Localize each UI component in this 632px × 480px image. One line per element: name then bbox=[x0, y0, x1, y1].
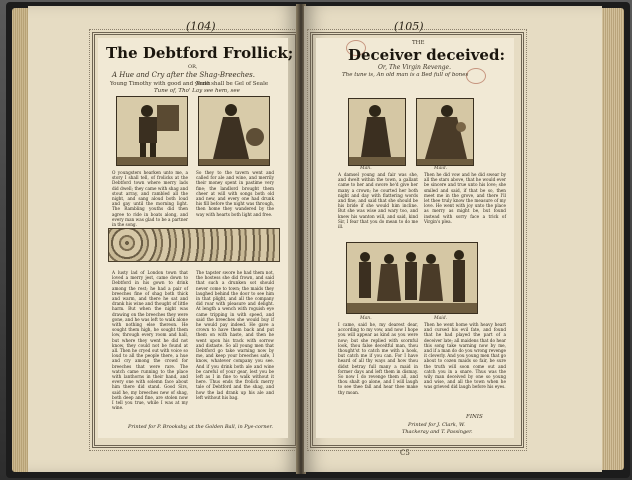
right-imprint-line-2: Thackeray and T. Passinger. bbox=[402, 429, 473, 435]
speaker-label-man: Man. bbox=[360, 166, 372, 171]
left-verse-column-4: The tapster swore he had them not, the hostess she did frown, and said that such a drunken sot should never come to town; the maids they laughed behind the door to see him in that plight, and all the company did roar with pleasure and delight. At length a wench with roguish eye came tripping in with speed, and said the breeches she would buy if he would pay indeed. He gave a crown to have them back and put them on with haste, and then he went upon his track with sorrow and distaste. So all young men that Debtford go take warning now by me, and keep your breeches safe, I know, whatever company you see. And if you drink both ale and wine be careful of your gear, lest you be left as I in fine to walk without it here. Thus ends the frolick merry tale of Debtford and the shag, and how the lad drank up his ale and left without his bag. bbox=[196, 270, 274, 400]
left-subtitle: A Hue and Cry after the Shag-Breeches. bbox=[112, 71, 255, 79]
finis-mark: FINIS bbox=[466, 414, 483, 420]
right-verse-column-3: I came, said he, my dearest dear, according to my vow, and now I hope you will appear as kind as you were now; but she replied with scornful look, thou false deceitful man, thou thought'st to catch me with a hook, but catch me if you can. For I have heard of all thy ways and how thou didst betray full many a maid in former days and left them in dismay. So now I do revenge them all, and thou shalt go alone, and I will laugh to see thee fall and hear thee make thy moan. bbox=[338, 322, 418, 395]
left-or-line: OR, bbox=[188, 64, 198, 70]
right-page-edges bbox=[602, 8, 624, 470]
left-verse-column-2: So they to the tavern went and called for ale and wine, and merrily their money spent in pastime very fine; the landlord brought them cheer at will with songs both old and new, and every one had drunk his fill before the night was through, then home they wandered by the way with hearts both light and free. bbox=[196, 170, 274, 217]
folio-signature-mark: C5 bbox=[400, 449, 410, 457]
left-intro-line-1: Young Timothy with good and youth bbox=[110, 81, 211, 87]
woodcut-group-scene bbox=[346, 242, 478, 314]
left-intro-line-2: Tone shall be Gel of Seale bbox=[196, 81, 269, 87]
left-page bbox=[28, 6, 298, 472]
left-page-number: (104) bbox=[186, 20, 216, 33]
speaker-label-maid-2: Maid. bbox=[434, 316, 448, 321]
right-broadside bbox=[316, 38, 514, 438]
left-imprint: Printed for P. Brooksby, at the Golden Ball, in Pye-corner. bbox=[128, 424, 273, 430]
woodcut-lady-gown bbox=[416, 98, 474, 166]
left-verse-column-1: O youngsters hearken unto me, a story I shall tell, of frolicks at the Debtford town where merry lads did dwell; they came with shag and stout array, and rambled all the night, and sang aloud both loud and gay until the morning light. The Rambling youths did then agree to ride in boats along, and every man was glad to be a partner in the song. bbox=[112, 170, 188, 228]
speaker-label-man-2: Man. bbox=[360, 316, 372, 321]
right-imprint-line-1: Printed for J. Clark, W. bbox=[408, 422, 465, 428]
woodcut-man-cloak bbox=[348, 98, 406, 166]
left-broadside bbox=[98, 38, 294, 438]
right-verse-column-2: Then he did vow and he did swear by all the stars above, that he would ever be sincere and true unto his love; she smiled and said, if that be so, then meet me in the grove, and there I'll let thee truly know the measure of my love. He went with joy unto the place as merry as might be, but found instead with sorry face a trick of Virgin's plea. bbox=[424, 172, 506, 224]
ornamental-woodcut-band bbox=[108, 228, 280, 262]
right-tune-line: The tune is, An old man is a Bed full of bones bbox=[342, 72, 469, 78]
woodcut-man-figure bbox=[116, 96, 188, 166]
left-tune-line: Tune of, Tho' Lay see hem, see bbox=[154, 88, 240, 94]
right-verse-column-4: Then he went home with heavy heart and cursed his evil fate, and found that he had played the part of a deceiver late; all maidens that do hear this song take warning now by me, and if a man do do you wrong revenge it cleverly. And you young men that go about to cozen maids so fair, be sure the truth will soon come out and catch you in a snare. Thus was the wily man deceived by one so young and wise, and all the town when he was grieved did laugh before his eyes. bbox=[424, 322, 506, 390]
woodcut-woman-figure bbox=[198, 96, 270, 166]
speaker-label-maid: Maid. bbox=[434, 166, 448, 171]
right-the-line: THE bbox=[412, 40, 425, 46]
left-verse-column-3: A lusty lad of London town that loved a merry jest, came down to Debtford in his gown to drink among the rest; he had a pair of breeches fine of shag both thick and warm, and there he sat and drank his wine and thought of little harm. But when the night was drawing on the breeches they were gone, and he was left to walk alone with nothing else thereon. He sought them high, he sought them low, through every room and hall, but where they went he did not know, they could not be found at all. Then he cryed out with voice so loud to all the people there, a hue and cry among the crowd for breeches that were rare. The watch came running to the place with lanthorns in their hand, and every one with solemn face about him there did stand. Good Sirs, said he, my breeches new of shag, both deep and fine, are stolen now I tell you true, while I was at my wine. bbox=[112, 270, 188, 411]
right-page bbox=[304, 6, 602, 472]
right-subtitle: Or, The Virgin Revenge. bbox=[378, 64, 451, 71]
right-verse-column-1: A damsel young and fair was she, and dwelt within the town, a gallant came to her and swore he'd give her many a crown; he courted her both night and day with flattering words and fine, and said that she should be his bride if she would him incline. But she was wise and wary too, and knew his wanton will, and said, kind Sir, I fear that you do mean to do me ill. bbox=[338, 172, 418, 230]
right-page-number: (105) bbox=[394, 20, 424, 33]
left-ballad-title: The Debtford Frollick; bbox=[106, 44, 294, 62]
right-ballad-title: Deceiver deceived: bbox=[348, 46, 506, 64]
